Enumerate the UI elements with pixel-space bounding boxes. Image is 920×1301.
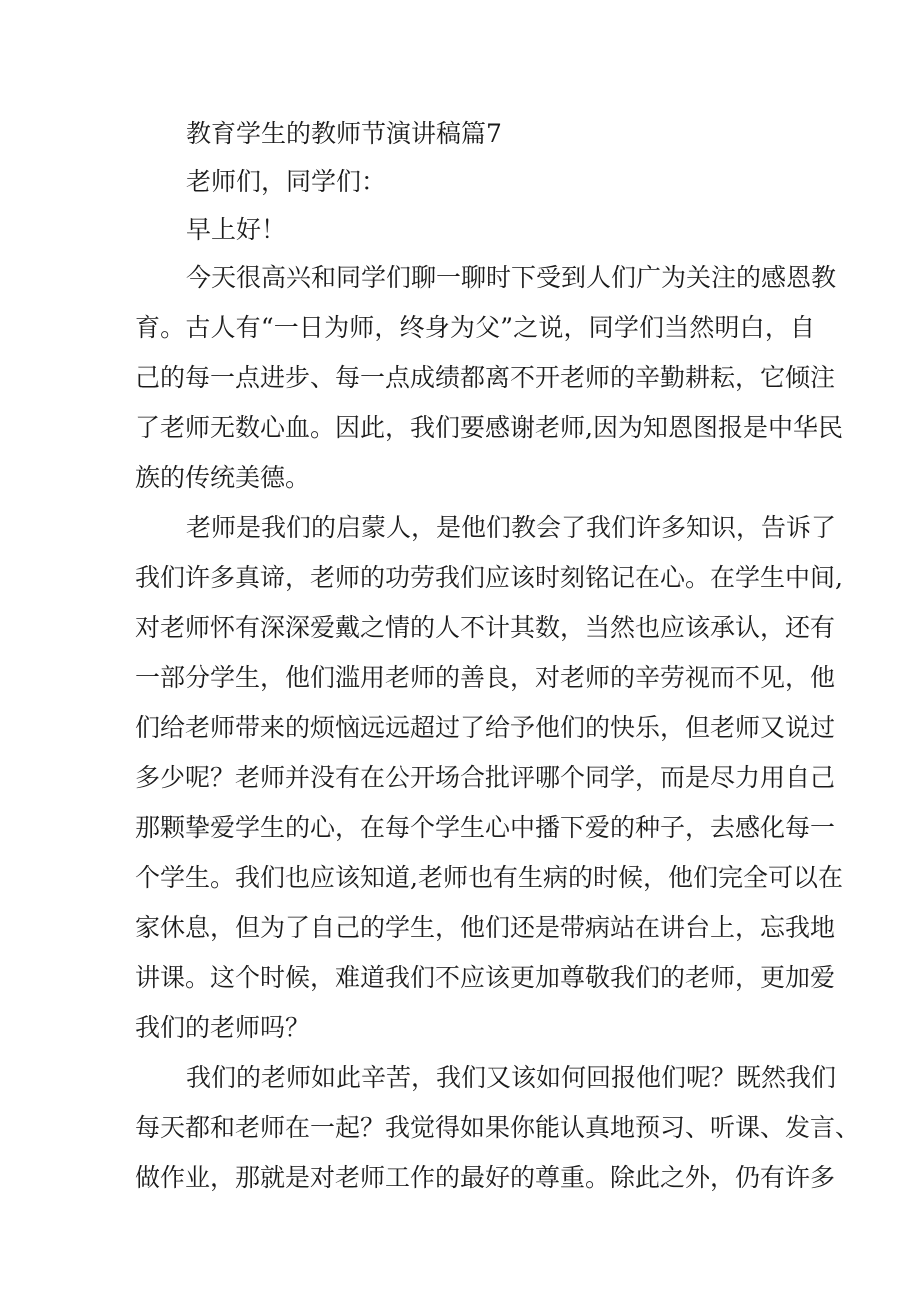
paragraph-line: 一部分学生，他们滥用老师的善良，对老师的辛劳视而不见，他 — [135, 663, 836, 692]
paragraph-line: 育。古人有“一日为师，终身为父”之说，同学们当然明白，自 — [135, 313, 815, 342]
paragraph-line: 我们许多真谛，老师的功劳我们应该时刻铭记在心。在学生中间, — [135, 563, 843, 592]
paragraph-line: 讲课。这个时候，难道我们不应该更加尊敬我们的老师，更加爱 — [135, 963, 836, 992]
paragraph-line: 家休息，但为了自己的学生，他们还是带病站在讲台上，忘我地 — [135, 913, 836, 942]
paragraph-line: 对老师怀有深深爱戴之情的人不计其数，当然也应该承认，还有 — [135, 613, 836, 642]
salutation: 早上好！ — [186, 215, 287, 244]
paragraph-line: 我们的老师如此辛苦，我们又该如何回报他们呢？既然我们 — [186, 1063, 837, 1092]
paragraph-line: 那颗挚爱学生的心，在每个学生心中播下爱的种子，去感化每一 — [135, 813, 836, 842]
paragraph-line: 个学生。我们也应该知道,老师也有生病的时候，他们完全可以在 — [135, 863, 843, 892]
document-title: 教育学生的教师节演讲稿篇7 — [186, 119, 502, 148]
greeting: 老师们，同学们： — [186, 167, 387, 196]
paragraph-line: 今天很高兴和同学们聊一聊时下受到人们广为关注的感恩教 — [186, 263, 837, 292]
paragraph-line: 做作业，那就是对老师工作的最好的尊重。除此之外，仍有许多 — [135, 1163, 836, 1192]
paragraph-line: 族的传统美德。 — [135, 463, 311, 492]
paragraph-line: 了老师无数心血。因此，我们要感谢老师,因为知恩图报是中华民 — [135, 413, 843, 442]
paragraph-line: 每天都和老师在一起？我觉得如果你能认真地预习、听课、发言、 — [135, 1113, 861, 1142]
paragraph-line: 老师是我们的启蒙人，是他们教会了我们许多知识，告诉了 — [186, 513, 837, 542]
paragraph-line: 我们的老师吗？ — [135, 1013, 311, 1042]
paragraph-line: 己的每一点进步、每一点成绩都离不开老师的辛勤耕耘，它倾注 — [135, 363, 836, 392]
paragraph-line: 们给老师带来的烦恼远远超过了给予他们的快乐，但老师又说过 — [135, 713, 836, 742]
paragraph-line: 多少呢？老师并没有在公开场合批评哪个同学，而是尽力用自己 — [135, 763, 836, 792]
